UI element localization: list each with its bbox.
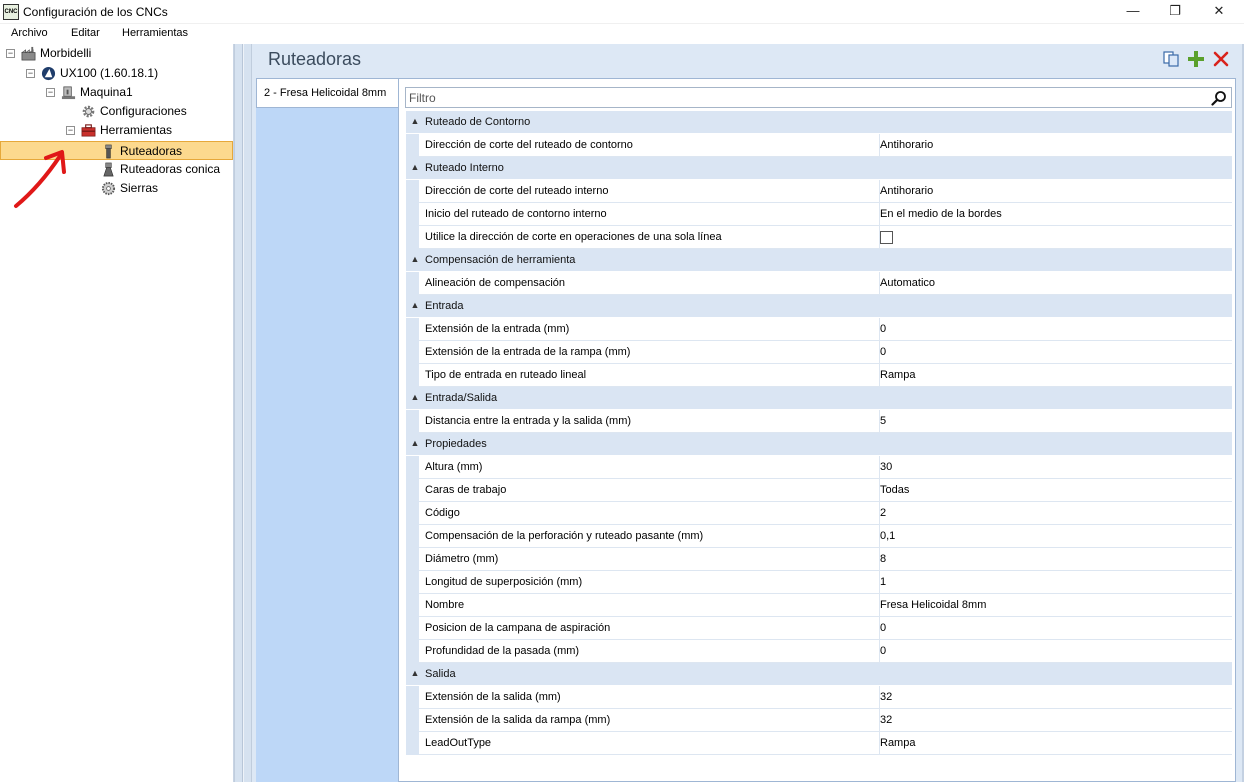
- property-value-cell[interactable]: [879, 732, 1232, 755]
- add-icon: [1187, 50, 1205, 68]
- conical-bit-icon: [101, 162, 116, 177]
- property-value-cell[interactable]: [879, 410, 1232, 433]
- property-name: Profundidad de la pasada (mm): [425, 645, 580, 657]
- property-value-cell[interactable]: [879, 502, 1232, 525]
- property-row[interactable]: [406, 180, 1232, 203]
- delete-icon: [1212, 50, 1230, 68]
- row-gutter: [406, 272, 419, 295]
- category-row[interactable]: [406, 663, 1232, 686]
- category-row[interactable]: [406, 387, 1232, 410]
- category-label: Ruteado Interno: [425, 162, 504, 174]
- single-line-direction-checkbox[interactable]: [880, 231, 893, 244]
- property-value-cell[interactable]: [879, 272, 1232, 295]
- property-name: Dirección de corte del ruteado interno: [425, 185, 609, 197]
- menu-archivo[interactable]: Archivo: [11, 27, 48, 39]
- search-icon[interactable]: [1211, 90, 1227, 106]
- property-value: 1: [880, 576, 887, 588]
- collapse-caret-icon[interactable]: ▲: [410, 668, 420, 678]
- property-value-cell[interactable]: [879, 318, 1232, 341]
- row-gutter: [406, 709, 419, 732]
- collapse-caret-icon[interactable]: ▲: [410, 392, 420, 402]
- title-bar: [0, 0, 1244, 24]
- property-value-cell[interactable]: [879, 456, 1232, 479]
- row-gutter: [406, 525, 419, 548]
- tool-tab-item[interactable]: 2 - Fresa Helicoidal 8mm: [256, 78, 398, 108]
- property-value-cell[interactable]: [879, 134, 1232, 157]
- tree-item-herramientas[interactable]: [0, 121, 234, 140]
- property-value: 5: [880, 415, 887, 427]
- property-value-cell[interactable]: [879, 640, 1232, 663]
- property-value: Todas: [880, 484, 910, 496]
- property-value: 0: [880, 323, 887, 335]
- property-row[interactable]: [406, 594, 1232, 617]
- row-gutter: [406, 571, 419, 594]
- property-name: Alineación de compensación: [425, 277, 566, 289]
- collapse-caret-icon[interactable]: ▲: [410, 254, 420, 264]
- property-value: Rampa: [880, 737, 916, 749]
- row-gutter: [406, 203, 419, 226]
- row-gutter: [406, 502, 419, 525]
- property-value: 8: [880, 553, 887, 565]
- row-gutter: [406, 456, 419, 479]
- property-value-cell[interactable]: [879, 709, 1232, 732]
- property-row[interactable]: [406, 456, 1232, 479]
- category-row[interactable]: [406, 433, 1232, 456]
- property-value-cell[interactable]: [879, 548, 1232, 571]
- tree-item-label: Ruteadoras conica: [120, 162, 221, 176]
- main-panel: [252, 44, 1244, 782]
- property-row[interactable]: [406, 479, 1232, 502]
- maximize-button[interactable]: ❐: [1169, 3, 1181, 18]
- property-value-cell[interactable]: [879, 617, 1232, 640]
- property-row[interactable]: [406, 502, 1232, 525]
- menu-herramientas[interactable]: Herramientas: [122, 27, 189, 39]
- close-button[interactable]: ✕: [1213, 3, 1225, 18]
- tree-item-label: Configuraciones: [100, 104, 187, 118]
- property-name: Utilice la dirección de corte en operaciones de una sola línea: [425, 231, 722, 243]
- saw-icon: [101, 181, 116, 196]
- property-value-cell[interactable]: [879, 571, 1232, 594]
- collapse-caret-icon[interactable]: ▲: [410, 116, 420, 126]
- property-name: LeadOutType: [425, 737, 492, 749]
- property-name: Extensión de la salida (mm): [425, 691, 561, 703]
- property-grid: [406, 111, 1232, 755]
- property-name: Posicion de la campana de aspiración: [425, 622, 611, 634]
- property-value-cell[interactable]: [879, 525, 1232, 548]
- property-row[interactable]: [406, 226, 1232, 249]
- add-button[interactable]: [1187, 50, 1205, 68]
- row-gutter: [406, 410, 419, 433]
- property-name: Longitud de superposición (mm): [425, 576, 583, 588]
- router-bit-icon: [101, 144, 116, 159]
- row-gutter: [406, 479, 419, 502]
- category-label: Salida: [425, 668, 456, 680]
- property-row[interactable]: [406, 617, 1232, 640]
- configuration-tree: [0, 44, 234, 782]
- row-gutter: [406, 364, 419, 387]
- row-gutter: [406, 548, 419, 571]
- property-row[interactable]: [406, 571, 1232, 594]
- property-value: 30: [880, 461, 893, 473]
- row-gutter: [406, 318, 419, 341]
- property-name: Dirección de corte del ruteado de contorno: [425, 139, 633, 151]
- property-row[interactable]: [406, 525, 1232, 548]
- minimize-button[interactable]: —: [1126, 3, 1140, 18]
- copy-icon: [1162, 50, 1180, 68]
- property-value-cell[interactable]: [879, 364, 1232, 387]
- tree-item-morbidelli[interactable]: [0, 44, 234, 63]
- property-name: Altura (mm): [425, 461, 483, 473]
- collapse-toggle-icon[interactable]: −: [27, 68, 34, 78]
- collapse-toggle-icon[interactable]: −: [67, 125, 74, 135]
- property-row[interactable]: [406, 203, 1232, 226]
- property-row[interactable]: [406, 732, 1232, 755]
- tree-item-ux100[interactable]: [0, 64, 234, 83]
- property-value: 32: [880, 714, 893, 726]
- category-row[interactable]: [406, 157, 1232, 180]
- annotation-arrow: [10, 146, 80, 212]
- row-gutter: [406, 686, 419, 709]
- gear-icon: [81, 104, 96, 119]
- property-value: Automatico: [880, 277, 936, 289]
- category-row[interactable]: [406, 295, 1232, 318]
- row-gutter: [406, 180, 419, 203]
- copy-button[interactable]: [1162, 50, 1180, 68]
- collapse-toggle-icon[interactable]: −: [47, 87, 54, 97]
- category-label: Entrada/Salida: [425, 392, 498, 404]
- property-value: Antihorario: [880, 139, 934, 151]
- property-name: Extensión de la salida da rampa (mm): [425, 714, 611, 726]
- property-name: Código: [425, 507, 460, 519]
- factory-icon: [21, 46, 36, 61]
- tree-item-configuraciones[interactable]: [0, 102, 234, 121]
- tree-item-label: UX100 (1.60.18.1): [60, 66, 159, 80]
- window-title: Configuración de los CNCs: [23, 5, 168, 19]
- collapse-caret-icon[interactable]: ▲: [410, 162, 420, 172]
- property-row[interactable]: [406, 318, 1232, 341]
- tree-item-label: Herramientas: [100, 123, 173, 137]
- tree-item-maquina1[interactable]: [0, 83, 234, 102]
- collapse-toggle-icon[interactable]: −: [7, 48, 14, 58]
- category-label: Compensación de herramienta: [425, 254, 576, 266]
- row-gutter: [406, 134, 419, 157]
- tree-item-label: Morbidelli: [40, 46, 92, 60]
- tool-list: [256, 78, 398, 782]
- property-value: Fresa Helicoidal 8mm: [880, 599, 987, 611]
- property-value: Antihorario: [880, 185, 934, 197]
- property-grid-frame: [398, 78, 1236, 782]
- property-value-cell[interactable]: [879, 686, 1232, 709]
- machine-logo-icon: [41, 66, 56, 81]
- category-label: Propiedades: [425, 438, 487, 450]
- property-value-cell[interactable]: [879, 203, 1232, 226]
- property-name: Diámetro (mm): [425, 553, 499, 565]
- tree-item-label: Sierras: [120, 181, 159, 195]
- row-gutter: [406, 617, 419, 640]
- category-row[interactable]: [406, 249, 1232, 272]
- property-row[interactable]: [406, 364, 1232, 387]
- delete-button[interactable]: [1212, 50, 1230, 68]
- property-row[interactable]: [406, 410, 1232, 433]
- property-row[interactable]: [406, 548, 1232, 571]
- property-name: Tipo de entrada en ruteado lineal: [425, 369, 587, 381]
- property-value: En el medio de la bordes: [880, 208, 1002, 220]
- property-row[interactable]: [406, 686, 1232, 709]
- property-value: Rampa: [880, 369, 916, 381]
- property-value-cell[interactable]: [879, 226, 1232, 249]
- property-name: Caras de trabajo: [425, 484, 507, 496]
- property-name: Inicio del ruteado de contorno interno: [425, 208, 607, 220]
- toolbox-icon: [81, 123, 96, 138]
- panel-splitter[interactable]: [234, 44, 252, 782]
- property-row[interactable]: [406, 709, 1232, 732]
- property-name: Extensión de la entrada de la rampa (mm): [425, 346, 631, 358]
- property-value-cell[interactable]: [879, 594, 1232, 617]
- row-gutter: [406, 732, 419, 755]
- splitter-grip: [242, 44, 244, 782]
- collapse-caret-icon[interactable]: ▲: [410, 438, 420, 448]
- category-label: Entrada: [425, 300, 464, 312]
- tree-item-label: Maquina1: [80, 85, 133, 99]
- row-gutter: [406, 226, 419, 249]
- property-value: 0: [880, 622, 887, 634]
- row-gutter: [406, 594, 419, 617]
- property-name: Extensión de la entrada (mm): [425, 323, 570, 335]
- property-row[interactable]: [406, 341, 1232, 364]
- category-label: Ruteado de Contorno: [425, 116, 531, 128]
- property-value-cell[interactable]: [879, 479, 1232, 502]
- menu-bar: [0, 24, 1244, 44]
- property-name: Compensación de la perforación y ruteado pasante (mm): [425, 530, 704, 542]
- row-gutter: [406, 341, 419, 364]
- property-value: 2: [880, 507, 887, 519]
- page-title: Ruteadoras: [268, 49, 362, 69]
- property-name: Nombre: [425, 599, 465, 611]
- tree-item-label: Ruteadoras: [120, 144, 183, 158]
- property-name: Distancia entre la entrada y la salida (mm): [425, 415, 632, 427]
- property-row[interactable]: [406, 640, 1232, 663]
- property-row[interactable]: [406, 134, 1232, 157]
- filter-input[interactable]: [409, 89, 1199, 106]
- filter-field[interactable]: [405, 87, 1232, 108]
- property-value-cell[interactable]: [879, 180, 1232, 203]
- property-value: 0,1: [880, 530, 896, 542]
- property-value-cell[interactable]: [879, 341, 1232, 364]
- machine-icon: [61, 85, 76, 100]
- row-gutter: [406, 640, 419, 663]
- category-row[interactable]: [406, 111, 1232, 134]
- collapse-caret-icon[interactable]: ▲: [410, 300, 420, 310]
- app-logo-icon: CNC: [3, 4, 19, 20]
- menu-editar[interactable]: Editar: [71, 27, 100, 39]
- property-value: 32: [880, 691, 893, 703]
- property-value: 0: [880, 346, 887, 358]
- property-row[interactable]: [406, 272, 1232, 295]
- property-value: 0: [880, 645, 887, 657]
